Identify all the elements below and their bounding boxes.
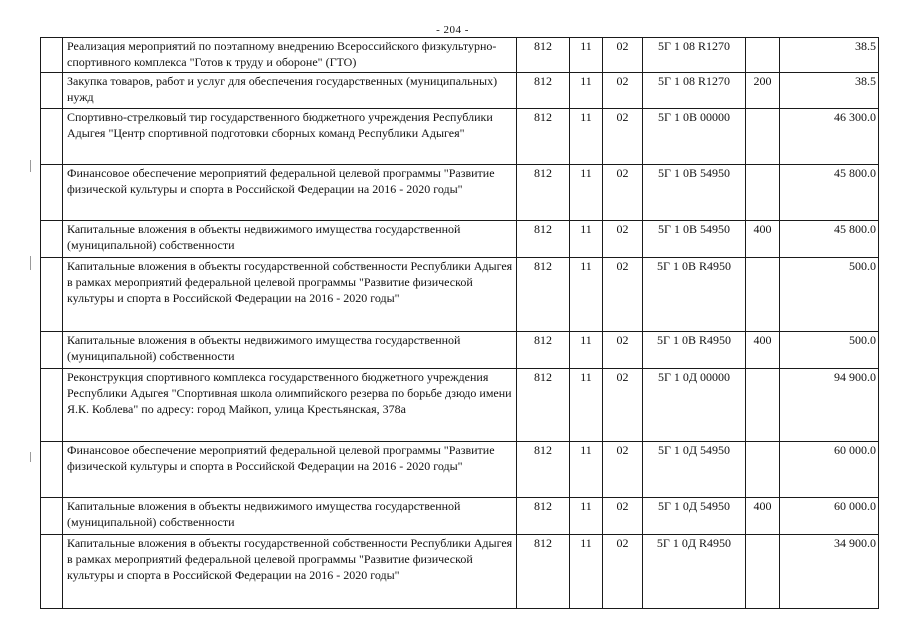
row-name: Реконструкция спортивного комплекса государственного бюджетного учреждения Республики Адыгея "Спортивная школа олимпийского резерва по борьбе дзюдо имени Я.К. Коблева" по адресу: город Майкоп, улица Крестьянская, 378а	[63, 369, 517, 442]
row-section: 11	[570, 109, 603, 165]
row-amount: 38.5	[780, 73, 879, 109]
row-type: 400	[746, 498, 780, 535]
row-subsection: 02	[603, 73, 643, 109]
row-section: 11	[570, 332, 603, 369]
table-row	[41, 258, 879, 332]
row-blank-cell	[41, 498, 63, 535]
margin-mark	[30, 160, 31, 172]
row-type	[746, 38, 780, 73]
row-name: Реализация мероприятий по поэтапному внедрению Всероссийского физкультурно-спортивного комплекса "Готов к труду и обороне" (ГТО)	[63, 38, 517, 73]
row-subsection: 02	[603, 535, 643, 609]
row-item: 5Г 1 0В 54950	[643, 221, 746, 258]
row-amount: 45 800.0	[780, 165, 879, 221]
row-name: Капитальные вложения в объекты недвижимого имущества государственной (муниципальной) собственности	[63, 332, 517, 369]
row-item: 5Г 1 08 R1270	[643, 73, 746, 109]
row-section: 11	[570, 73, 603, 109]
row-name: Закупка товаров, работ и услуг для обеспечения государственных (муниципальных) нужд	[63, 73, 517, 109]
row-blank-cell	[41, 535, 63, 609]
row-code: 812	[517, 498, 570, 535]
row-code: 812	[517, 165, 570, 221]
row-amount: 45 800.0	[780, 221, 879, 258]
row-amount: 500.0	[780, 332, 879, 369]
row-code: 812	[517, 332, 570, 369]
row-amount: 38.5	[780, 38, 879, 73]
row-amount: 60 000.0	[780, 498, 879, 535]
row-blank-cell	[41, 332, 63, 369]
row-amount: 500.0	[780, 258, 879, 332]
row-item: 5Г 1 0В R4950	[643, 258, 746, 332]
row-item: 5Г 1 0Д 00000	[643, 369, 746, 442]
row-subsection: 02	[603, 258, 643, 332]
row-blank-cell	[41, 38, 63, 73]
row-type: 200	[746, 73, 780, 109]
row-item: 5Г 1 0Д 54950	[643, 442, 746, 498]
row-name: Капитальные вложения в объекты недвижимого имущества государственной (муниципальной) собственности	[63, 498, 517, 535]
row-name: Спортивно-стрелковый тир государственного бюджетного учреждения Республики Адыгея "Центр спортивной подготовки сборных команд Республики Адыгея"	[63, 109, 517, 165]
row-amount: 94 900.0	[780, 369, 879, 442]
row-subsection: 02	[603, 498, 643, 535]
row-blank-cell	[41, 165, 63, 221]
row-item: 5Г 1 0Д R4950	[643, 535, 746, 609]
row-blank-cell	[41, 369, 63, 442]
row-code: 812	[517, 38, 570, 73]
row-name: Капитальные вложения в объекты государственной собственности Республики Адыгея в рамках мероприятий федеральной целевой программы "Развитие физической культуры и спорта в Российской Федерации на 2016 - 2020 годы"	[63, 258, 517, 332]
row-code: 812	[517, 258, 570, 332]
row-type	[746, 535, 780, 609]
row-blank-cell	[41, 109, 63, 165]
table-row	[41, 498, 879, 535]
row-type	[746, 369, 780, 442]
table-row	[41, 109, 879, 165]
row-amount: 60 000.0	[780, 442, 879, 498]
row-item: 5Г 1 0В 54950	[643, 165, 746, 221]
row-item: 5Г 1 0В R4950	[643, 332, 746, 369]
row-subsection: 02	[603, 109, 643, 165]
row-section: 11	[570, 258, 603, 332]
row-blank-cell	[41, 221, 63, 258]
row-subsection: 02	[603, 369, 643, 442]
row-amount: 46 300.0	[780, 109, 879, 165]
row-subsection: 02	[603, 332, 643, 369]
table-row	[41, 442, 879, 498]
margin-mark	[30, 452, 31, 462]
row-blank-cell	[41, 258, 63, 332]
row-item: 5Г 1 0Д 54950	[643, 498, 746, 535]
row-subsection: 02	[603, 221, 643, 258]
row-type: 400	[746, 221, 780, 258]
page-number: - 204 -	[436, 24, 469, 36]
row-type: 400	[746, 332, 780, 369]
row-section: 11	[570, 369, 603, 442]
row-name: Финансовое обеспечение мероприятий федеральной целевой программы "Развитие физической культуры и спорта в Российской Федерации на 2016 - 2020 годы"	[63, 442, 517, 498]
row-section: 11	[570, 38, 603, 73]
row-type	[746, 258, 780, 332]
row-name: Капитальные вложения в объекты недвижимого имущества государственной (муниципальной) собственности	[63, 221, 517, 258]
row-type	[746, 165, 780, 221]
table-row	[41, 535, 879, 609]
row-section: 11	[570, 442, 603, 498]
row-name: Финансовое обеспечение мероприятий федеральной целевой программы "Развитие физической культуры и спорта в Российской Федерации на 2016 - 2020 годы"	[63, 165, 517, 221]
row-amount: 34 900.0	[780, 535, 879, 609]
row-code: 812	[517, 442, 570, 498]
row-type	[746, 442, 780, 498]
row-item: 5Г 1 08 R1270	[643, 38, 746, 73]
table-row	[41, 221, 879, 258]
margin-mark	[30, 256, 31, 270]
row-name: Капитальные вложения в объекты государственной собственности Республики Адыгея в рамках мероприятий федеральной целевой программы "Развитие физической культуры и спорта в Российской Федерации на 2016 - 2020 годы"	[63, 535, 517, 609]
table-row	[41, 38, 879, 73]
row-code: 812	[517, 369, 570, 442]
row-subsection: 02	[603, 38, 643, 73]
row-subsection: 02	[603, 165, 643, 221]
row-blank-cell	[41, 442, 63, 498]
table-row	[41, 73, 879, 109]
row-code: 812	[517, 109, 570, 165]
row-section: 11	[570, 535, 603, 609]
table-row	[41, 332, 879, 369]
row-section: 11	[570, 498, 603, 535]
row-code: 812	[517, 73, 570, 109]
table-row	[41, 165, 879, 221]
row-blank-cell	[41, 73, 63, 109]
row-item: 5Г 1 0В 00000	[643, 109, 746, 165]
row-type	[746, 109, 780, 165]
budget-table	[40, 37, 879, 609]
row-code: 812	[517, 221, 570, 258]
table-row	[41, 369, 879, 442]
row-subsection: 02	[603, 442, 643, 498]
row-code: 812	[517, 535, 570, 609]
row-section: 11	[570, 165, 603, 221]
row-section: 11	[570, 221, 603, 258]
